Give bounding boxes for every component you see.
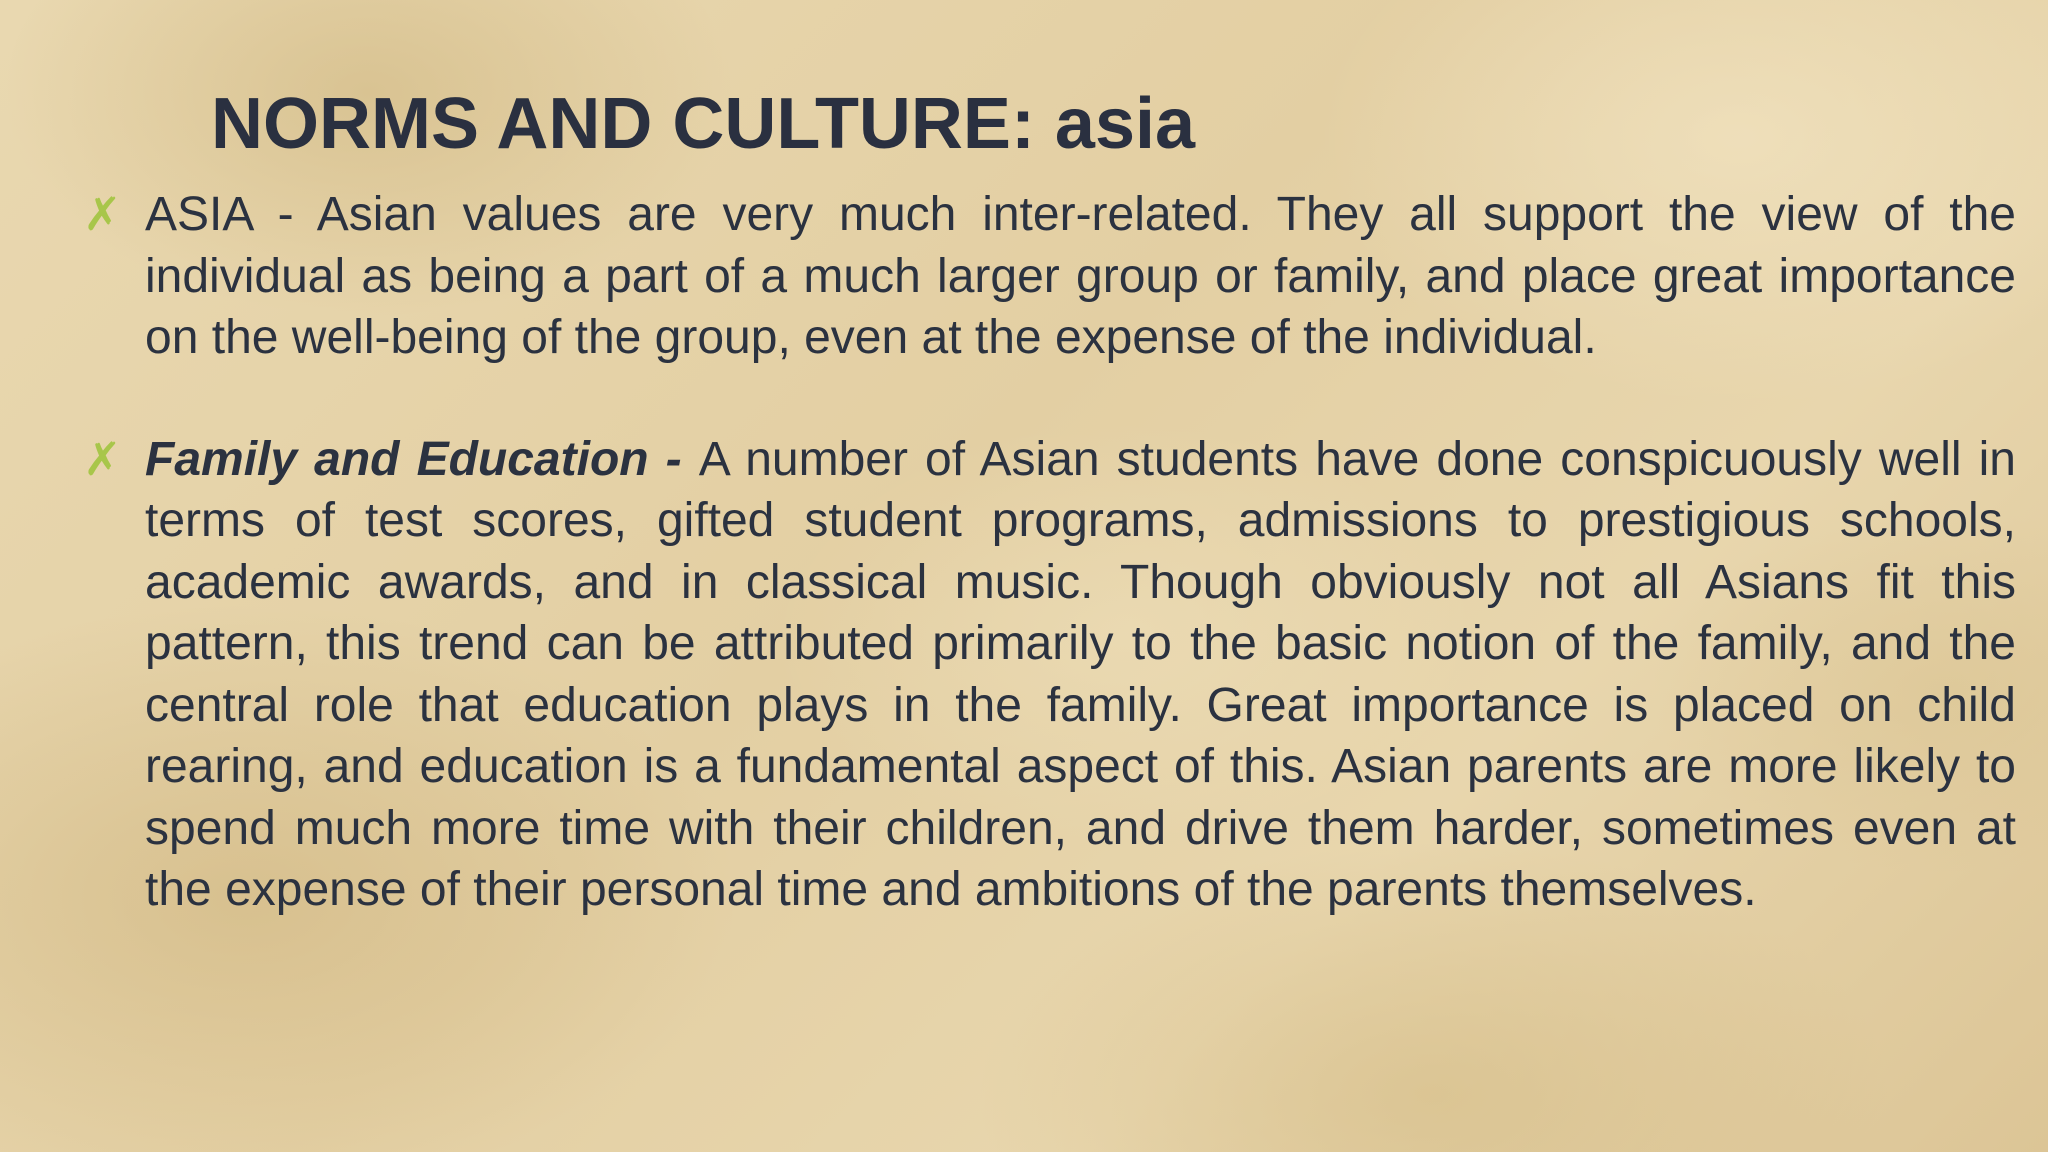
x-bullet-icon: ✗ [83, 187, 122, 241]
x-bullet-icon: ✗ [83, 431, 122, 486]
bullet-item-asia [83, 184, 2016, 369]
bullet-text: A number of Asian students have done conspicuously well in terms of test scores, gifted student programs, admissions to prestigious schools, academic awards, and in classical music. Though obviously not all Asians fit this pattern, this trend can be attributed primarily to the basic notion of the family, and the central role that education plays in the family. Great importance is placed on child rearing, and education is a fundamental aspect of this. Asian parents are more likely to spend much more time with their children, and drive them harder, sometimes even at the expense of their personal time and ambitions of the parents themselves. [145, 432, 2016, 916]
bullet-text: ASIA - Asian values are very much inter-related. They all support the view of the individual as being a part of a much larger group or family, and place great importance on the well-being of the group, even at the expense of the individual. [145, 188, 2016, 364]
bullet-lead: Family and Education - [145, 432, 699, 486]
slide-title: NORMS AND CULTURE: asia [211, 84, 1196, 164]
bullet-item-family-education [83, 429, 2016, 921]
bullet-list [83, 184, 2016, 921]
